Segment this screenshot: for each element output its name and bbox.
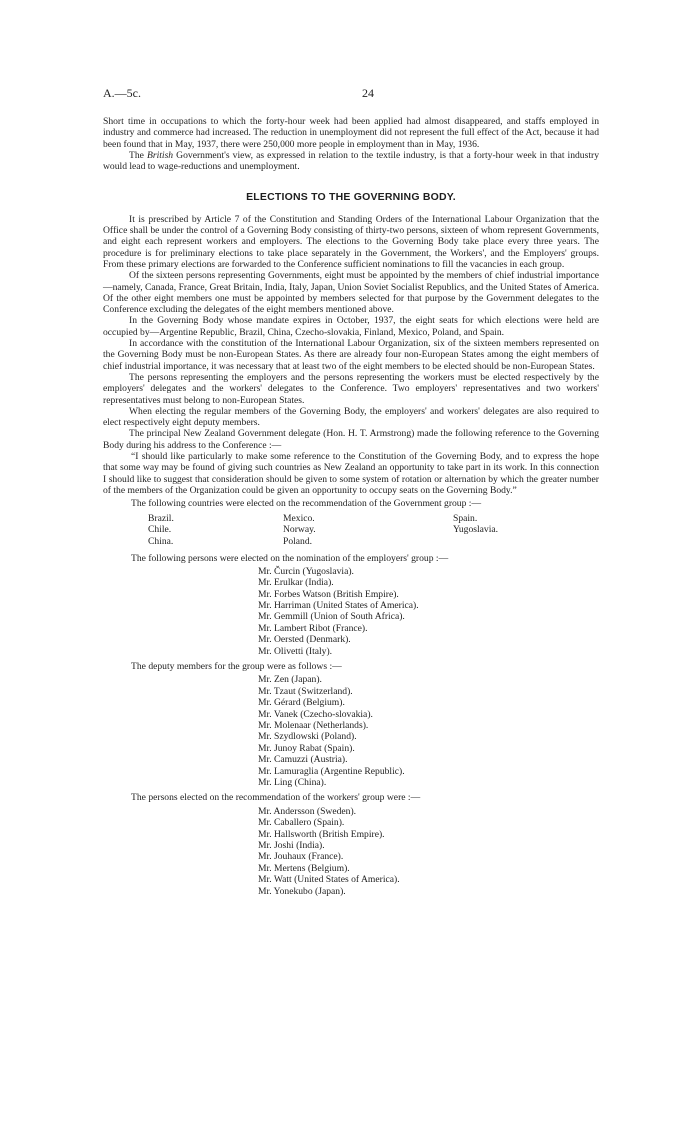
list-item: Mr. Hallsworth (British Empire). [258,828,385,840]
country: China. [148,535,174,547]
workers-list [258,806,599,897]
list-item: Mr. Lamuraglia (Argentine Republic). [258,765,405,777]
workers-group-lead: The persons elected on the recommendation of the workers' group were :— [131,792,421,804]
list-item: Mr. Zen (Japan). [258,674,322,686]
list-item: Mr. Tzaut (Switzerland). [258,685,353,697]
country: Spain. [453,512,478,524]
country: Chile. [148,524,172,535]
british-view-paragraph: The British Government's view, as expressed in relation to the textile industry, is that a forty-hour week in that industry would lead to wage-reductions and unemployment. [103,149,599,173]
page-header [103,86,599,100]
list-item: Mr. Junoy Rabat (Spain). [258,742,355,754]
list-item: Mr. Andersson (Sweden). [258,805,357,817]
list-item: Mr. Čurcin (Yugoslavia). [258,565,354,577]
section-title: ELECTIONS TO THE GOVERNING BODY. [246,191,456,204]
list-item: Mr. Caballero (Spain). [258,817,345,829]
country: Brazil. [148,512,174,524]
british-emphasis: British [146,149,174,161]
countries-column-1 [148,513,174,548]
list-item: Mr. Gemmill (Union of South Africa). [258,611,405,623]
deputy-members-list [258,674,599,788]
list-item: Mr. Molenaar (Netherlands). [258,719,369,731]
list-item: Mr. Watt (United States of America). [258,874,400,886]
country: Norway. [283,524,316,535]
government-group-lead: The following countries were elected on the recommendation of the Government group :— [131,498,482,510]
government-countries [103,513,599,549]
countries-column-2 [283,513,316,548]
list-item: Mr. Yonekubo (Japan). [258,885,346,897]
list-item: Mr. Olivetti (Italy). [258,645,333,657]
list-item: Mr. Oersted (Denmark). [258,634,351,646]
document-reference: A.—5c. [103,86,141,100]
paragraph-nz-delegate: The principal New Zealand Government delegate (Hon. H. T. Armstrong) made the following reference to the Governing Body during his address to the Conference :— [103,428,599,451]
list-item: Mr. Szydlowski (Poland). [258,731,357,743]
intro-paragraph: Short time in occupations to which the forty-hour week had been applied had almost disappeared, and staffs employed in industry and commerce had increased. The reduction in unemployment did not represent the full effect of the Act, because it had been found that in May, 1937, there were 250,000 more people in employment than in May, 1936. [103,116,599,150]
list-item: Mr. Ling (China). [258,777,327,788]
paragraph-deputy-members: When electing the regular members of the Governing Body, the employers' and workers' delegates are also required to elect respectively eight deputy members. [103,405,599,429]
paragraph-current-seats: In the Governing Body whose mandate expires in October, 1937, the eight seats for which elections were held are occupied by—Argentine Republic, Brazil, China, Czecho-slovakia, Finland, Mexico, Poland, and Spain. [103,315,599,338]
page-number: 24 [362,86,374,100]
document-body [103,116,599,901]
paragraph-non-european: In accordance with the constitution of the International Labour Organization, six of the sixteen members represented on the Governing Body must be non-European States. As there are already four non-European States among the eight members of chief industrial importance, it was necessary that at least two of the eight members to be elected should be non-European States. [103,338,599,372]
employers-group-lead: The following persons were elected on the nomination of the employers' group :— [131,552,449,564]
countries-column-3 [453,513,498,536]
list-item: Mr. Erulkar (India). [258,577,334,589]
list-item: Mr. Harriman (United States of America). [258,600,419,612]
list-item: Mr. Lambert Ribot (France). [258,622,368,634]
paragraph-article-7: It is prescribed by Article 7 of the Constitution and Standing Orders of the International Labour Organization that the Office shall be under the control of a Governing Body consisting of thirty-two persons, sixteen of whom represent Governments, and eight each represent workers and employers. The elections to the Governing Body take place every three years. The procedure is for preliminary elections to take place separately in the Government, the Workers', and the Employers' groups. From these primary elections are forwarded to the Conference sufficient nominations to fill the vacancies in each group. [103,213,599,270]
employers-list [258,566,599,657]
list-item: Mr. Forbes Watson (British Empire). [258,588,399,600]
country: Yugoslavia. [453,524,499,535]
deputy-members-lead: The deputy members for the group were as follows :— [131,661,342,673]
armstrong-quote: “I should like particularly to make some reference to the Constitution of the Governing Body, and to express the hope that some way may be found of giving such countries as New Zealand an opportunity to take part in its work. In this connection I should like to suggest that consideration should be given to some system of rotation or alternation by which the greater number of the members of the Organization could be given an opportunity to occupy seats on the Governing Body.” [103,451,599,496]
list-item: Mr. Camuzzi (Austria). [258,754,348,766]
paragraph-employers-workers: The persons representing the employers and the persons representing the workers must be elected respectively by the employers' delegates and the workers' delegates to the Conference. Two employers' representatives and two workers' representatives must belong to non-European States. [103,371,599,406]
list-item: Mr. Vanek (Czecho-slovakia). [258,708,373,720]
country: Poland. [283,535,313,547]
paragraph-government-members: Of the sixteen persons representing Governments, eight must be appointed by the members of chief industrial importance—namely, Canada, France, Great Britain, India, Italy, Japan, Union Soviet Socialist Republics, and the United States of America. Of the other eight members one must be appointed by members selected for that purpose by the Government delegates to the Conference excluding the delegates of the eight members mentioned above. [103,270,599,316]
list-item: Mr. Joshi (India). [258,839,325,851]
list-item: Mr. Gérard (Belgium). [258,697,345,709]
country: Mexico. [283,512,315,524]
list-item: Mr. Jouhaux (France). [258,851,344,863]
list-item: Mr. Mertens (Belgium). [258,862,350,874]
